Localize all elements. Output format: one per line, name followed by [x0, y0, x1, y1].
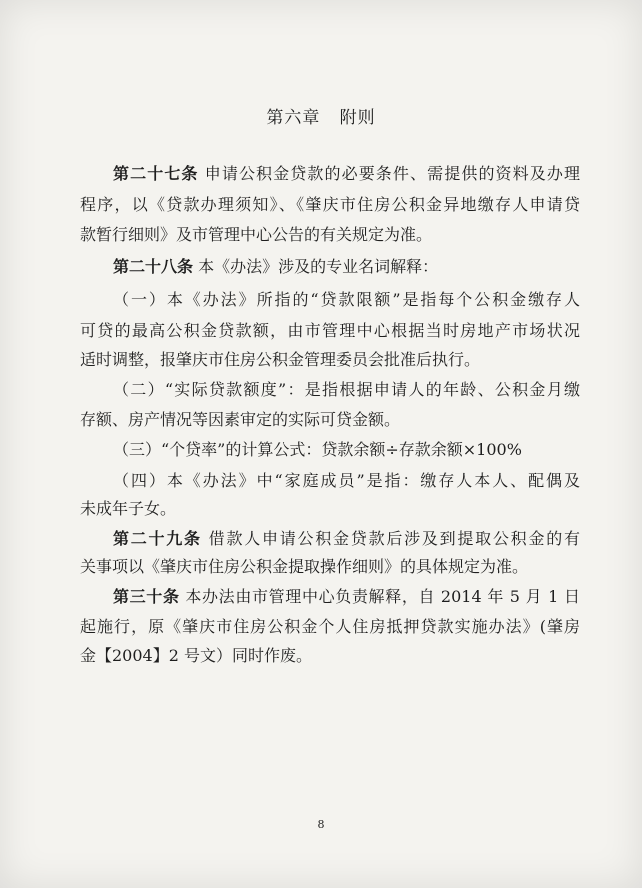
article-27-line-1: [113, 164, 580, 184]
item-2-line-2: 存额、房产情况等因素审定的实际可贷金额。: [80, 410, 401, 429]
article-29-line-2: 关事项以《肇庆市住房公积金提取操作细则》的具体规定为准。: [80, 557, 529, 576]
article-29-line-1: [113, 529, 580, 549]
item-4-line-1: （四）本《办法》中“家庭成员”是指：缴存人本人、配偶及: [113, 471, 580, 490]
item-2-line-1: （二）“实际贷款额度”：是指根据申请人的年龄、公积金月缴: [113, 380, 580, 399]
item-1-line-2: 可贷的最高公积金贷款额，由市管理中心根据当时房地产市场状况: [80, 321, 580, 340]
item-1-line-3: 适时调整，报肇庆市住房公积金管理委员会批准后执行。: [80, 350, 481, 369]
item-4-line-2: 未成年子女。: [80, 499, 177, 518]
article-30-line-3: 金【2004】2 号文）同时作废。: [80, 646, 312, 665]
article-30-heading: 第三十条: [113, 587, 180, 606]
article-28-heading: 第二十八条: [113, 257, 194, 276]
page-number: 8: [317, 818, 325, 831]
article-29-heading: 第二十九条: [113, 529, 202, 548]
article-28-text-1: 本《办法》涉及的专业名词解释：: [193, 257, 439, 276]
article-30-line-2: 起施行，原《肇庆市住房公积金个人住房抵押贷款实施办法》(肇房: [80, 617, 580, 636]
article-30-line-1: [113, 587, 580, 607]
item-1-line-1: （一）本《办法》所指的“贷款限额”是指每个公积金缴存人: [113, 290, 580, 309]
article-27-text-1: 申请公积金贷款的必要条件、需提供的资料及办理: [198, 164, 580, 183]
article-28-line-1: [113, 257, 580, 277]
article-27-heading: 第二十七条: [113, 164, 199, 183]
article-27-line-3: 款暂行细则》及市管理中心公告的有关规定为准。: [80, 225, 433, 244]
article-30-text-1: 本办法由市管理中心负责解释，自 2014 年 5 月 1 日: [179, 587, 580, 606]
article-29-text-1: 借款人申请公积金贷款后涉及到提取公积金的有: [201, 529, 580, 548]
item-3-line-1: （三）“个贷率”的计算公式：贷款余额÷存款余额×100%: [113, 440, 522, 459]
chapter-title: 第六章 附则: [266, 108, 376, 128]
article-27-line-2: 程序，以《贷款办理须知》、《肇庆市住房公积金异地缴存人申请贷: [80, 195, 580, 214]
